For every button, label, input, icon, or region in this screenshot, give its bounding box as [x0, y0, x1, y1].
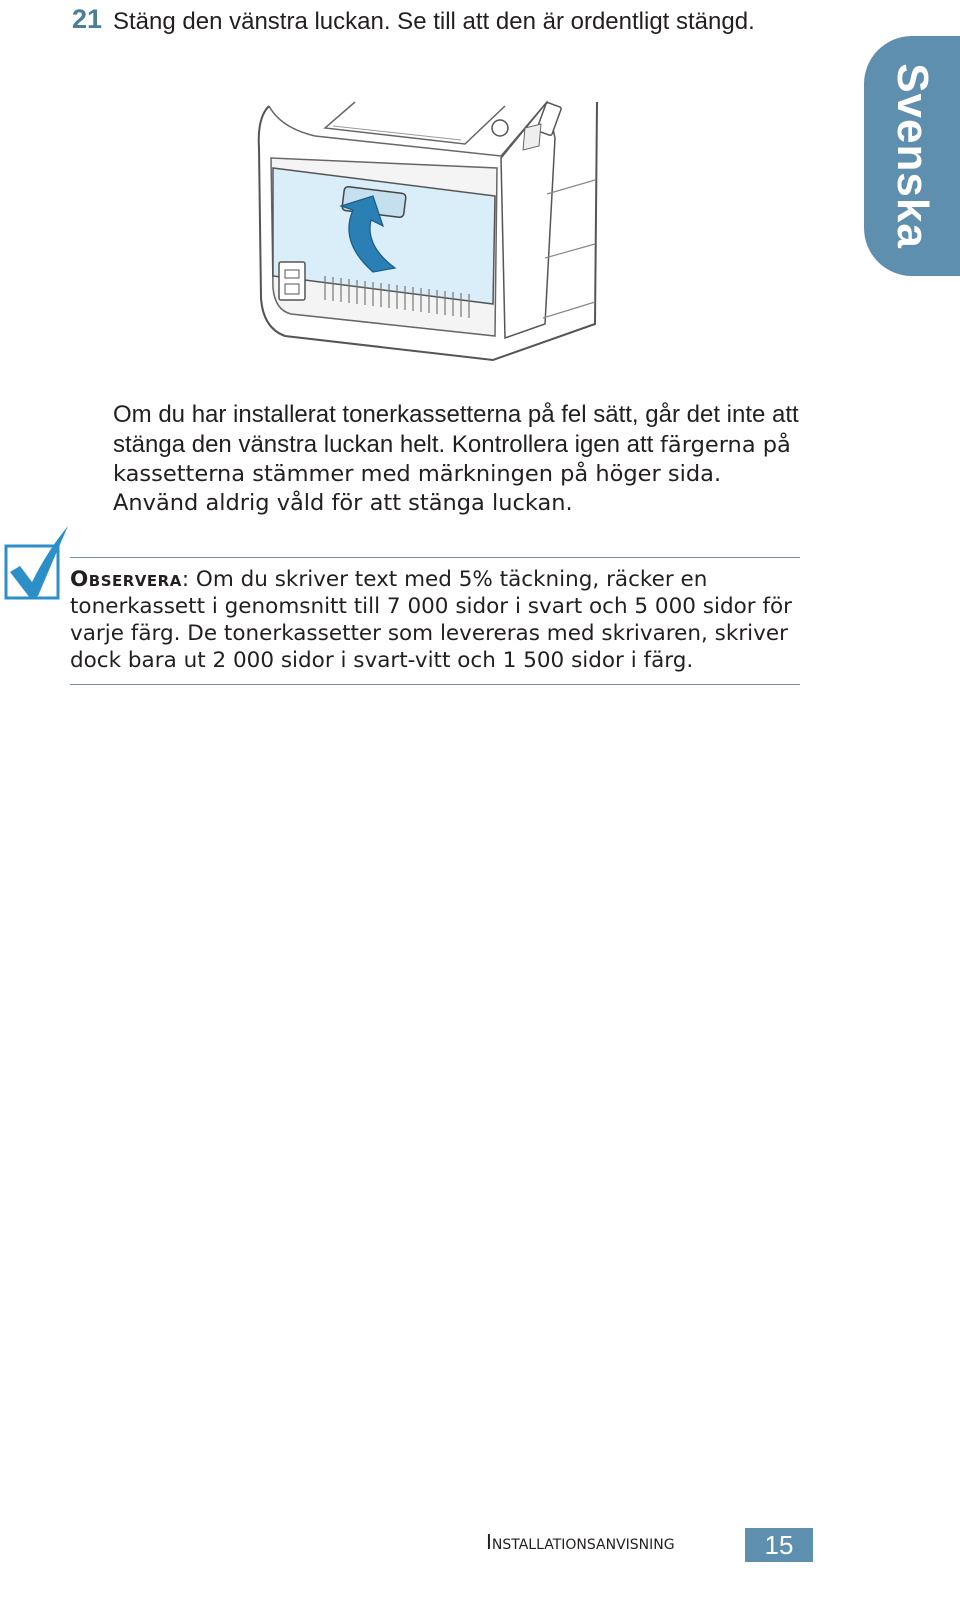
- warning-paragraph: [113, 400, 813, 518]
- paragraph-text-part-1: Om du har installerat tonerkassetterna på fel sätt, går det inte att stänga den vänstra luckan helt. Kontrollera igen att: [113, 401, 799, 458]
- language-side-tab: [864, 36, 960, 276]
- printer-illustration: [255, 98, 605, 366]
- power-button: [492, 120, 508, 136]
- paragraph-text-part-2: färgerna på kassetterna stämmer med märkningen på höger sida. Använd aldrig våld för att stänga luckan.: [113, 432, 791, 516]
- note-label: Observera: [70, 567, 182, 592]
- note-text: : Om du skriver text med 5% täckning, räcker en tonerkassett i genomsnitt till 7 000 sidor i svart och 5 000 sidor för varje färg. De tonerkassetter som levereras med skrivaren, skriver dock bara ut 2 000 sidor i svart-vitt och 1 500 sidor i färg.: [70, 567, 793, 673]
- note-top-rule: [70, 557, 800, 558]
- step-number: 21: [72, 4, 103, 34]
- footer-title: Installationsanvisning: [486, 1530, 675, 1554]
- checkmark-note-icon: [2, 520, 72, 606]
- note-bottom-rule: [70, 684, 800, 685]
- language-tab-label: Svenska: [888, 63, 937, 249]
- page-number: 15: [745, 1528, 813, 1562]
- step-instruction: Stäng den vänstra luckan. Se till att den är ordentligt stängd.: [113, 8, 755, 35]
- note-block: [70, 566, 810, 674]
